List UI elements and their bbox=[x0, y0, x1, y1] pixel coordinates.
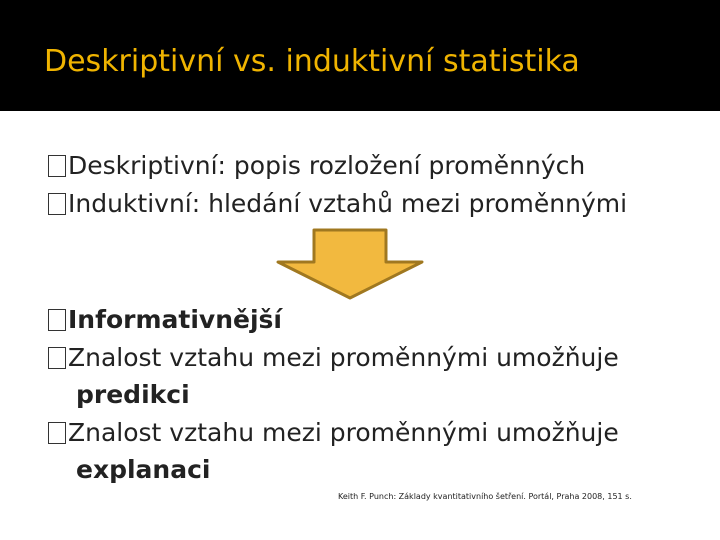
bullet-continuation-explanation: explanaci bbox=[76, 455, 211, 484]
bullet-continuation-prediction: predikci bbox=[76, 380, 190, 409]
citation: Keith F. Punch: Základy kvantitativního šetření. Portál, Praha 2008, 151 s. bbox=[338, 492, 632, 501]
bullet-text: Induktivní: hledání vztahů mezi proměnnými bbox=[68, 189, 628, 218]
slide-header bbox=[0, 0, 720, 111]
bullet-icon bbox=[48, 193, 66, 215]
slide-title: Deskriptivní vs. induktivní statistika bbox=[44, 44, 580, 79]
bullet-item-prediction bbox=[48, 341, 619, 375]
bullet-item-explanation bbox=[48, 416, 619, 450]
bullet-icon bbox=[48, 422, 66, 444]
bullet-icon bbox=[48, 155, 66, 177]
bullet-icon bbox=[48, 309, 66, 331]
bullet-text: Znalost vztahu mezi proměnnými umožňuje bbox=[68, 418, 619, 447]
bullet-item-descriptive bbox=[48, 149, 585, 183]
down-arrow-icon bbox=[274, 228, 426, 300]
bullet-text: Deskriptivní: popis rozložení proměnných bbox=[68, 151, 586, 180]
bullet-item-inductive bbox=[48, 187, 627, 221]
bullet-icon bbox=[48, 347, 66, 369]
bullet-text: Znalost vztahu mezi proměnnými umožňuje bbox=[68, 343, 619, 372]
bullet-item-informative bbox=[48, 303, 282, 337]
bullet-text: Informativnější bbox=[68, 305, 282, 334]
